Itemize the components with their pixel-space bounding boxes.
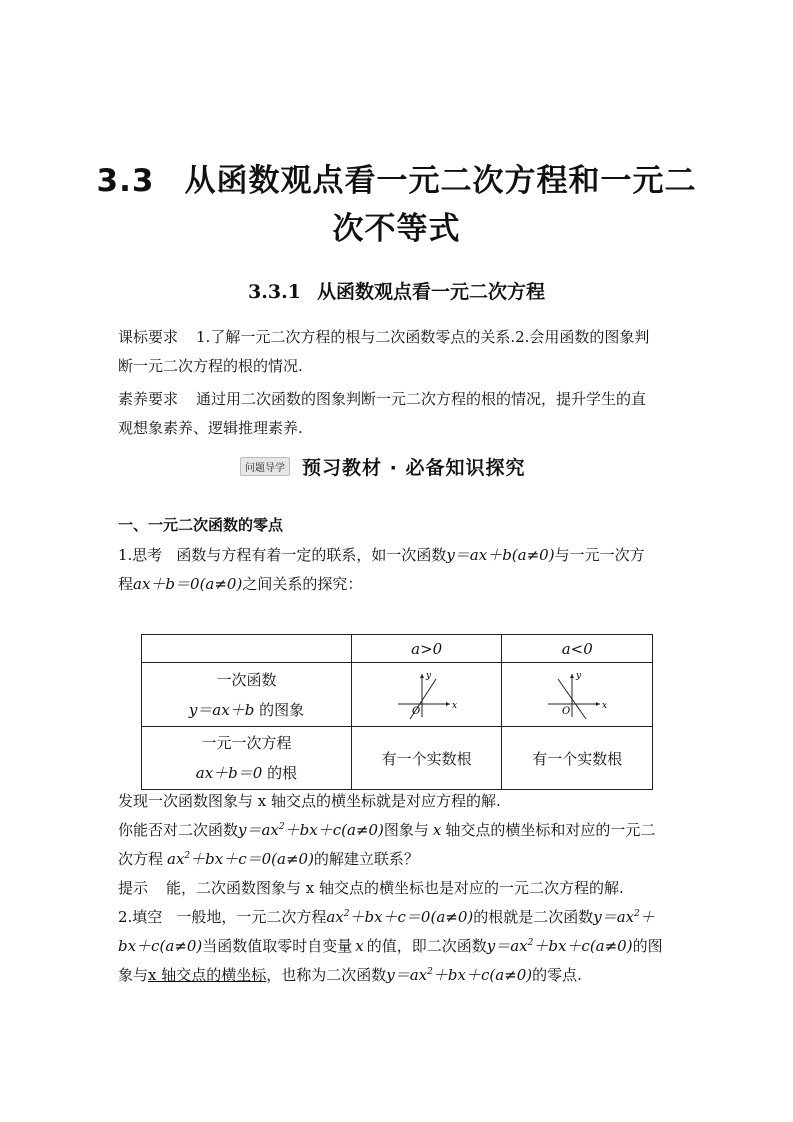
increasing-line-graph: [392, 669, 462, 721]
literacy-text-2: 观想象素养、逻辑推理素养.: [118, 419, 303, 437]
fill-text-3b: ，也称为二次函数: [266, 966, 387, 984]
formula-part: y＝ax: [238, 821, 279, 839]
fill-text-3c: 的零点.: [532, 966, 582, 984]
literacy-label: 素养要求: [118, 390, 179, 408]
formula-exponent: 2: [634, 909, 640, 919]
roots-cell-positive: 有一个实数根: [351, 727, 502, 790]
fill-text-1b: 的根就是二次函数: [473, 908, 594, 926]
row-label-linear-function: [142, 663, 352, 727]
formula-part: ＋bx＋c(a≠0): [432, 966, 533, 984]
graph-cell-negative: [502, 663, 653, 727]
think-paragraph: [118, 541, 680, 599]
y-axis-label: y: [576, 670, 582, 681]
x-axis-label: x: [451, 700, 457, 711]
section-subtitle-text: 从函数观点看一元二次方程: [316, 281, 545, 303]
formula-part: y＝ax: [386, 966, 428, 984]
graph-cell-positive: [351, 663, 502, 727]
finding-line: 发现一次函数图象与 x 轴交点的横坐标就是对应方程的解.: [118, 792, 501, 810]
banner-title: 预习教材 · 必备知识探究: [302, 456, 526, 479]
formula-part: ＋bx＋c＝0(a≠0): [349, 908, 474, 926]
formula-part: y＝ax: [593, 908, 635, 926]
quadratic-equation-formula: [167, 850, 314, 868]
table-corner-cell: [142, 635, 352, 663]
think-text-2b: 之间关系的探究：: [242, 575, 363, 593]
question-text-1b: 图象与: [383, 821, 429, 839]
fill-text-2a: 当函数值取零时自变量: [202, 937, 353, 955]
y-axis-label: y: [425, 670, 431, 681]
formula-part: ＋: [639, 908, 655, 926]
row-label-line1: 一元一次方程: [201, 734, 292, 752]
formula-part: ＋bx＋c＝0(a≠0): [190, 850, 314, 868]
header-a-positive: a>0: [351, 635, 502, 663]
think-label: 1.思考: [118, 546, 163, 564]
curriculum-label: 课标要求: [118, 328, 179, 346]
origin-label: O: [562, 705, 571, 717]
hint-label: 提示: [118, 879, 149, 897]
formula-part: ax: [167, 850, 185, 868]
formula-exponent: 2: [184, 851, 191, 861]
question-text-1c: 轴交点的横坐标和对应的一元二: [445, 821, 656, 839]
quadratic-function-formula: [238, 821, 384, 839]
question-text-2a: 次方程: [118, 850, 164, 868]
chapter-number: 3.3: [96, 163, 155, 199]
curriculum-text-1: 1.了解一元二次方程的根与二次函数零点的关系.2.会用函数的图象判: [196, 328, 650, 346]
formula-exponent: 2: [527, 938, 534, 948]
chapter-title-line1: [0, 155, 793, 200]
quadratic-function-formula: [487, 937, 633, 955]
linear-equation-formula: ax＋b＝0(a≠0): [133, 575, 243, 593]
quadratic-function-formula: [386, 966, 532, 984]
row-label-formula: ax＋b＝0: [195, 764, 263, 782]
table-row: [142, 727, 653, 790]
formula-part: y＝ax: [486, 937, 528, 955]
section-heading: 一、一元二次函数的零点: [118, 516, 284, 534]
formula-exponent: 2: [343, 909, 350, 919]
roots-cell-negative: 有一个实数根: [502, 727, 653, 790]
quadratic-function-head: [593, 908, 655, 926]
formula-part: ＋bx＋c(a≠0): [533, 937, 633, 955]
question-text-1a: 你能否对二次函数: [118, 821, 239, 839]
header-a-negative: a<0: [502, 635, 653, 663]
answer-blank-underlined: x 轴交点的横坐标: [148, 966, 267, 984]
formula-exponent: 2: [427, 967, 433, 977]
row-label-linear-equation: [142, 727, 352, 790]
section-banner: [240, 452, 525, 480]
section-number: 3.3.1: [248, 281, 301, 303]
formula-part: ＋bx＋c(a≠0): [284, 821, 384, 839]
table-row: [142, 663, 653, 727]
comparison-table: [141, 634, 653, 790]
row-label-suffix: 的图象: [254, 700, 305, 719]
think-text-2a: 程: [118, 575, 134, 593]
chapter-title-text: 从函数观点看一元二次方程和一元二: [184, 163, 697, 199]
banner-badge: 问题导学: [240, 457, 290, 476]
think-text-1b: 与一元一次方: [554, 546, 645, 564]
row-label-suffix: 的根: [262, 764, 298, 782]
curriculum-requirements: [118, 323, 680, 381]
hint-text: 能，二次函数图象与 x 轴交点的横坐标也是对应的一元二次方程的解.: [166, 879, 624, 897]
linear-function-formula: y＝ax＋b(a≠0): [446, 546, 555, 564]
chapter-title-line2: 次不等式: [332, 211, 461, 247]
x-axis-label: x: [602, 700, 608, 711]
quadratic-function-tail: bx＋c(a≠0): [118, 937, 203, 955]
row-label-formula: y＝ax＋b: [188, 700, 255, 719]
fill-text-2c: 的图: [632, 937, 663, 955]
fill-text-1a: 一般地，一元二次方程: [176, 908, 327, 926]
discussion-paragraph: [118, 787, 680, 990]
literacy-requirements: [118, 385, 680, 443]
fill-text-2b: 的值，即二次函数: [366, 937, 487, 955]
origin-label: O: [411, 705, 420, 717]
fill-text-3a: 象与: [118, 966, 149, 984]
x-variable: x: [355, 937, 364, 955]
row-label-line1: 一次函数: [216, 670, 277, 689]
fill-label: 2.填空: [118, 908, 163, 926]
curriculum-text-2: 断一元二次方程的根的情况.: [118, 357, 303, 375]
formula-exponent: 2: [278, 822, 285, 832]
formula-part: ax: [326, 908, 344, 926]
quadratic-equation-formula: [326, 908, 473, 926]
section-subtitle: [0, 277, 793, 304]
decreasing-line-graph: [542, 669, 612, 721]
x-variable: x: [432, 821, 442, 839]
think-text-1a: 函数与方程有着一定的联系，如一次函数: [176, 546, 447, 564]
question-text-2b: 的解建立联系？: [313, 850, 419, 868]
table-header-row: [142, 635, 653, 663]
literacy-text-1: 通过用二次函数的图象判断一元二次方程的根的情况，提升学生的直: [196, 390, 647, 408]
